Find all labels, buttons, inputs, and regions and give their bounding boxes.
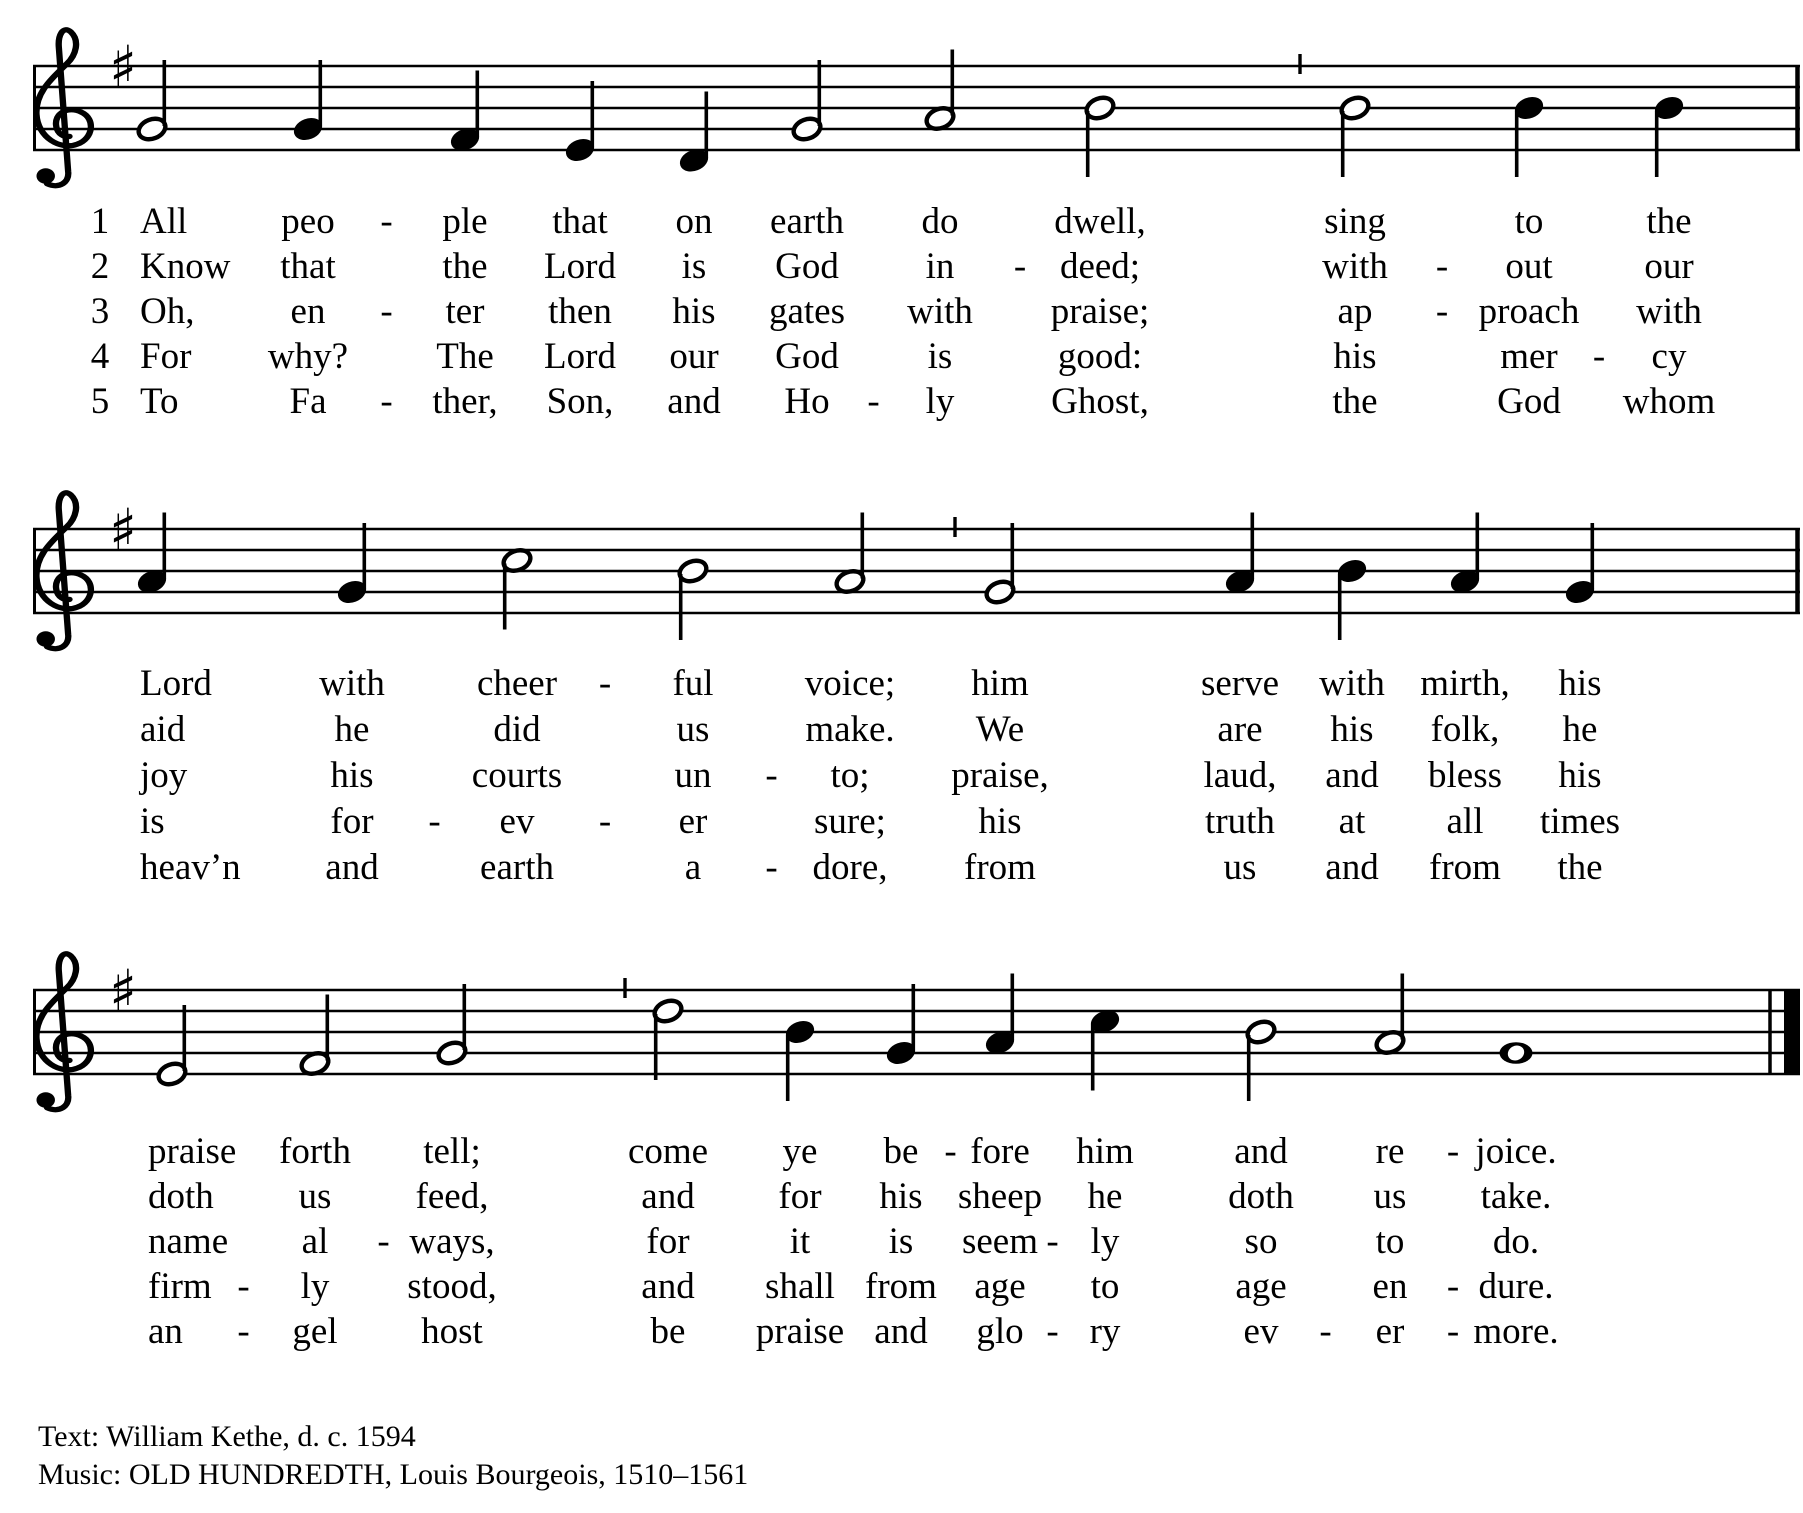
lyric-word: is	[681, 246, 707, 287]
verse-number: 2	[90, 246, 110, 287]
lyric-word: feed,	[415, 1176, 489, 1217]
lyric-word: his	[672, 291, 716, 332]
lyric-word: the	[1332, 381, 1378, 422]
lyric-hyphen: -	[765, 755, 778, 796]
lyric-word: glo	[976, 1311, 1024, 1352]
key-signature-sharp-icon: ♯	[108, 957, 138, 1025]
lyric-word: us	[298, 1176, 332, 1217]
lyric-hyphen: -	[1592, 336, 1606, 377]
lyric-word: ful	[672, 663, 714, 704]
lyric-word: mer	[1500, 336, 1558, 377]
lyric-word: for	[778, 1176, 822, 1217]
lyric-word: did	[493, 709, 541, 750]
lyric-word: us	[1223, 847, 1257, 888]
lyric-word: re	[1375, 1131, 1405, 1172]
lyric-word: and	[1234, 1131, 1288, 1172]
lyric-word: he	[334, 709, 370, 750]
lyric-hyphen: -	[598, 663, 612, 704]
lyric-word: bless	[1428, 755, 1502, 796]
lyric-hyphen: -	[1435, 291, 1449, 332]
lyric-word: earth	[770, 201, 844, 242]
lyric-word: his	[330, 755, 374, 796]
lyric-hyphen: -	[1319, 1311, 1332, 1352]
lyric-hyphen: -	[380, 381, 393, 422]
lyric-word: We	[975, 709, 1025, 750]
lyric-word: to	[1375, 1221, 1405, 1262]
lyric-word: Son,	[546, 381, 614, 422]
lyric-word: Ho	[784, 381, 830, 422]
lyric-word: our	[1644, 246, 1694, 287]
lyric-word: ly	[925, 381, 955, 422]
lyric-word: come	[627, 1131, 709, 1172]
lyric-word: deed;	[1059, 246, 1141, 287]
lyric-word: and	[667, 381, 721, 422]
lyric-word: voice;	[804, 663, 896, 704]
lyric-word: sheep	[957, 1176, 1043, 1217]
lyric-word: gel	[292, 1311, 338, 1352]
lyric-word: out	[1505, 246, 1553, 287]
lyric-word: all	[1446, 801, 1484, 842]
lyric-word: God	[1497, 381, 1561, 422]
lyric-word: the	[442, 246, 488, 287]
lyric-word: the	[1557, 847, 1603, 888]
lyric-word: cheer	[476, 663, 558, 704]
lyric-word: to	[1514, 201, 1544, 242]
lyric-word: that	[552, 201, 608, 242]
lyric-word: er	[1375, 1311, 1405, 1352]
lyric-word: and	[325, 847, 379, 888]
lyric-word: he	[1562, 709, 1598, 750]
lyric-word: Lord	[544, 336, 616, 377]
lyric-word: us	[1373, 1176, 1407, 1217]
lyric-word: Fa	[289, 381, 327, 422]
lyric-hyphen: -	[1046, 1311, 1059, 1352]
lyric-word: with	[1636, 291, 1702, 332]
lyric-word: The	[436, 336, 494, 377]
lyric-word: and	[641, 1266, 695, 1307]
verse-number: 4	[90, 336, 110, 377]
lyric-word: ther,	[432, 381, 498, 422]
lyric-word: dwell,	[1054, 201, 1146, 242]
lyric-word: him	[1076, 1131, 1134, 1172]
lyric-word: ev	[499, 801, 535, 842]
lyric-word: is	[927, 336, 953, 377]
lyric-word: at	[1338, 801, 1366, 842]
lyric-word: stood,	[407, 1266, 497, 1307]
lyric-word: sing	[1324, 201, 1386, 242]
lyric-word: tell;	[423, 1131, 481, 1172]
lyric-hyphen: -	[1446, 1131, 1460, 1172]
lyric-hyphen: -	[1446, 1266, 1460, 1307]
verse-number: 3	[90, 291, 110, 332]
lyric-word: from	[865, 1266, 937, 1307]
lyric-word: truth	[1205, 801, 1275, 842]
lyric-word: and	[641, 1176, 695, 1217]
lyric-word: serve	[1200, 663, 1280, 704]
lyric-word: en	[1372, 1266, 1408, 1307]
lyric-word: from	[1429, 847, 1501, 888]
lyric-word: and	[1325, 847, 1379, 888]
lyric-word: for	[330, 801, 374, 842]
lyric-word: him	[971, 663, 1029, 704]
lyric-word: to	[1090, 1266, 1120, 1307]
lyric-word: is	[888, 1221, 914, 1262]
lyric-word: his	[978, 801, 1022, 842]
lyric-word: To	[140, 381, 179, 422]
lyric-word: for	[646, 1221, 690, 1262]
lyric-word: a	[684, 847, 702, 888]
lyric-word: why?	[267, 336, 349, 377]
lyric-word: his	[879, 1176, 923, 1217]
credits-block	[38, 1418, 748, 1494]
lyric-word: host	[421, 1311, 483, 1352]
lyric-word: are	[1217, 709, 1263, 750]
lyric-word: folk,	[1430, 709, 1500, 750]
lyric-word: do.	[1492, 1221, 1540, 1262]
lyric-hyphen: -	[380, 201, 393, 242]
lyric-word: ry	[1089, 1311, 1121, 1352]
lyric-hyphen: -	[237, 1266, 250, 1307]
lyric-word: seem	[961, 1221, 1039, 1262]
lyric-hyphen: -	[765, 847, 778, 888]
lyric-word: joice.	[1475, 1131, 1557, 1172]
lyric-word: with	[907, 291, 973, 332]
lyric-word: doth	[1228, 1176, 1294, 1217]
lyric-word: his	[1558, 663, 1602, 704]
lyric-hyphen: -	[1013, 246, 1027, 287]
lyric-word: on	[675, 201, 713, 242]
lyric-word: ly	[300, 1266, 330, 1307]
lyric-word: un	[674, 755, 712, 796]
lyric-word: ways,	[409, 1221, 495, 1262]
lyric-word: For	[140, 336, 192, 377]
lyric-hyphen: -	[1446, 1311, 1460, 1352]
lyric-word: age	[974, 1266, 1026, 1307]
key-signature-sharp-icon: ♯	[108, 33, 138, 101]
lyric-word: with	[1319, 663, 1385, 704]
lyric-word: firm	[148, 1266, 212, 1307]
lyric-word: ter	[445, 291, 485, 332]
lyric-word: laud,	[1203, 755, 1277, 796]
lyric-word: proach	[1478, 291, 1580, 332]
lyric-word: ev	[1243, 1311, 1279, 1352]
lyric-word: doth	[148, 1176, 214, 1217]
lyric-word: us	[676, 709, 710, 750]
lyric-word: al	[301, 1221, 329, 1262]
lyric-word: praise,	[951, 755, 1049, 796]
lyric-word: his	[1333, 336, 1377, 377]
lyric-word: so	[1244, 1221, 1278, 1262]
lyric-word: age	[1235, 1266, 1287, 1307]
lyric-word: Oh,	[140, 291, 195, 332]
lyric-word: praise	[755, 1311, 845, 1352]
lyric-word: in	[925, 246, 955, 287]
lyric-word: gates	[768, 291, 846, 332]
lyric-hyphen: -	[377, 1221, 390, 1262]
lyric-word: All	[140, 201, 188, 242]
lyric-word: make.	[805, 709, 895, 750]
lyric-hyphen: -	[237, 1311, 250, 1352]
lyric-word: and	[1325, 755, 1379, 796]
lyric-hyphen: -	[428, 801, 441, 842]
lyric-word: dore,	[812, 847, 888, 888]
lyric-word: courts	[471, 755, 563, 796]
lyric-hyphen: -	[1435, 246, 1449, 287]
lyric-word: Know	[140, 246, 231, 287]
lyric-word: Lord	[544, 246, 616, 287]
lyric-word: earth	[480, 847, 554, 888]
lyric-word: mirth,	[1420, 663, 1510, 704]
lyric-word: God	[775, 246, 839, 287]
lyric-word: be	[650, 1311, 686, 1352]
credit-music-line: Music: OLD HUNDREDTH, Louis Bourgeois, 1510–1561	[38, 1458, 749, 1491]
key-signature-sharp-icon: ♯	[108, 496, 138, 564]
lyric-word: name	[148, 1221, 229, 1262]
lyric-word: it	[789, 1221, 811, 1262]
lyric-word: Lord	[140, 663, 212, 704]
lyric-word: from	[964, 847, 1036, 888]
lyric-word: aid	[140, 709, 186, 750]
lyric-hyphen: -	[598, 801, 612, 842]
lyric-word: ap	[1337, 291, 1373, 332]
lyric-word: peo	[281, 201, 335, 242]
verse-number: 5	[90, 381, 110, 422]
lyric-word: good:	[1057, 336, 1143, 377]
lyric-word: heav’n	[140, 847, 241, 888]
lyric-word: joy	[140, 755, 188, 796]
lyric-word: en	[290, 291, 326, 332]
lyric-word: is	[140, 801, 165, 842]
lyric-hyphen: -	[867, 381, 880, 422]
lyric-word: ly	[1090, 1221, 1120, 1262]
lyric-hyphen: -	[1046, 1221, 1059, 1262]
lyric-word: the	[1646, 201, 1692, 242]
lyric-word: be	[883, 1131, 919, 1172]
lyric-word: our	[669, 336, 719, 377]
verse-number: 1	[90, 201, 110, 242]
lyric-word: er	[678, 801, 708, 842]
lyric-word: cy	[1651, 336, 1687, 377]
lyric-word: God	[775, 336, 839, 377]
lyric-hyphen: -	[944, 1131, 957, 1172]
lyric-word: praise;	[1050, 291, 1150, 332]
lyric-hyphen: -	[380, 291, 393, 332]
lyric-word: his	[1330, 709, 1374, 750]
lyric-word: an	[148, 1311, 183, 1352]
lyric-word: and	[874, 1311, 928, 1352]
lyric-word: ple	[442, 201, 488, 242]
lyric-word: times	[1539, 801, 1621, 842]
lyric-word: sure;	[814, 801, 886, 842]
lyric-word: then	[548, 291, 612, 332]
lyric-word: whom	[1622, 381, 1716, 422]
credit-text-line: Text: William Kethe, d. c. 1594	[38, 1420, 416, 1453]
lyric-word: fore	[970, 1131, 1030, 1172]
lyric-word: do	[921, 201, 959, 242]
lyric-word: praise	[148, 1131, 237, 1172]
lyric-word: that	[280, 246, 336, 287]
lyric-word: ye	[782, 1131, 818, 1172]
lyric-word: dure.	[1478, 1266, 1554, 1307]
lyric-word: more.	[1473, 1311, 1559, 1352]
lyric-word: his	[1558, 755, 1602, 796]
lyric-word: Ghost,	[1051, 381, 1149, 422]
lyric-word: to;	[830, 755, 870, 796]
lyric-word: he	[1087, 1176, 1123, 1217]
lyric-word: with	[319, 663, 385, 704]
lyric-word: forth	[279, 1131, 351, 1172]
lyric-word: take.	[1480, 1176, 1552, 1217]
lyric-word: with	[1322, 246, 1388, 287]
lyric-word: shall	[765, 1266, 835, 1307]
